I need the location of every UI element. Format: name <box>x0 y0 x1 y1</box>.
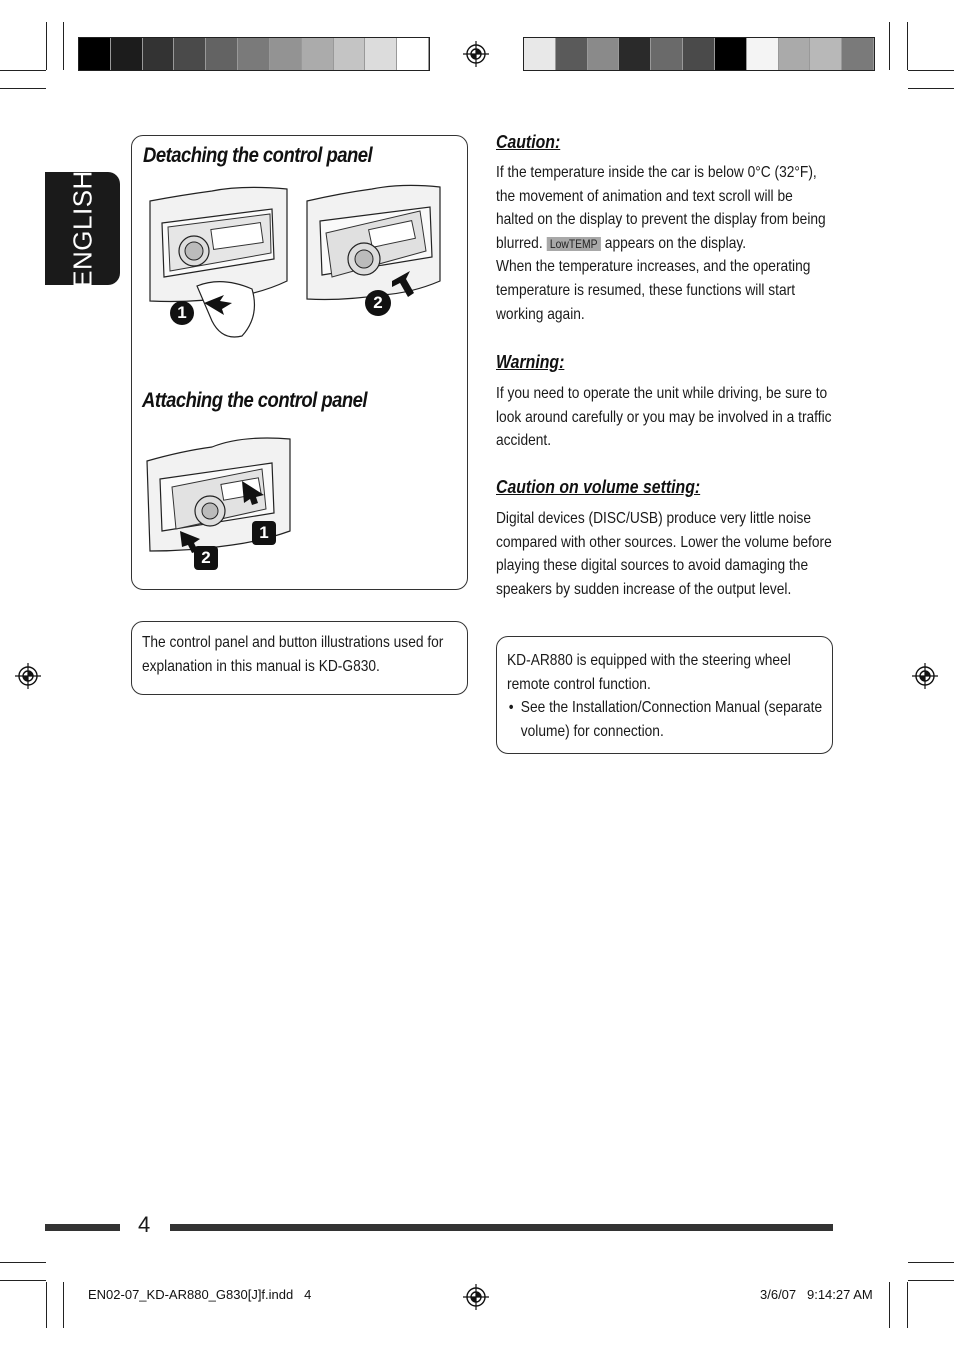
bullet-icon: • <box>508 699 514 717</box>
color-swatch <box>302 38 334 70</box>
crop-mark <box>907 22 908 70</box>
crop-mark <box>908 70 954 71</box>
file-slug: EN02-07_KD-AR880_G830[J]f.indd 4 <box>88 1287 312 1302</box>
color-swatch <box>779 38 811 70</box>
language-tab-label: ENGLISH <box>67 169 97 288</box>
color-swatch <box>111 38 143 70</box>
color-swatch <box>747 38 779 70</box>
caution-heading: Caution: <box>496 132 561 152</box>
color-calibration-bar-right <box>523 37 875 71</box>
crop-mark <box>889 22 890 70</box>
crop-mark <box>0 1280 46 1281</box>
color-swatch <box>238 38 270 70</box>
steering-remote-note-box <box>496 636 833 754</box>
caution-text <box>496 161 831 326</box>
crop-mark <box>908 1262 954 1263</box>
detach-step-1-badge: 1 <box>170 301 194 325</box>
crop-mark <box>908 88 954 89</box>
warning-heading: Warning: <box>496 352 565 372</box>
volume-caution-text: Digital devices (DISC/USB) produce very little noise compared with other sources. Lower the volume before playing these digital sources to avoid damaging the speakers by sudden increase of the output level. <box>496 510 832 598</box>
color-swatch <box>556 38 588 70</box>
crop-mark <box>46 1282 47 1328</box>
control-panel-instructions-box <box>131 135 468 590</box>
caution-text-2: When the temperature increases, and the operating temperature is resumed, these functions will start working again. <box>496 258 811 323</box>
registration-mark-icon <box>912 663 938 689</box>
date-slug: 3/6/07 9:14:27 AM <box>760 1287 873 1302</box>
color-swatch <box>842 38 874 70</box>
detach-title: Detaching the control panel <box>143 144 373 167</box>
attach-step-1-badge: 1 <box>252 521 276 545</box>
color-swatch <box>79 38 111 70</box>
illustration-note-box <box>131 621 468 695</box>
steering-remote-note-text: KD-AR880 is equipped with the steering wheel remote control function. <box>507 652 791 693</box>
color-swatch <box>651 38 683 70</box>
registration-mark-icon <box>463 41 489 67</box>
caution-text-after: appears on the display. <box>604 234 747 252</box>
attach-title: Attaching the control panel <box>142 389 367 412</box>
color-swatch <box>143 38 175 70</box>
warning-text: If you need to operate the unit while driving, be sure to look around carefully or you may be involved in a traffic accident. <box>496 385 832 450</box>
footer-rule-right <box>170 1224 833 1231</box>
crop-mark <box>907 1282 908 1328</box>
crop-mark <box>0 70 46 71</box>
color-swatch <box>397 38 429 70</box>
crop-mark <box>46 22 47 70</box>
crop-mark <box>908 1280 954 1281</box>
crop-mark <box>0 88 46 89</box>
illustration-note-text: The control panel and button illustrations used for explanation in this manual is KD-G830. <box>142 634 444 675</box>
language-tab <box>45 169 120 288</box>
detach-step-1-illustration <box>142 181 292 346</box>
crop-mark <box>63 22 64 70</box>
page-number: 4 <box>138 1212 151 1237</box>
color-swatch <box>810 38 842 70</box>
registration-mark-icon <box>463 1284 489 1310</box>
steering-remote-bullet-text: See the Installation/Connection Manual (separate volume) for connection. <box>520 699 823 740</box>
attach-step-2-badge: 2 <box>194 546 218 570</box>
color-swatch <box>619 38 651 70</box>
color-swatch <box>588 38 620 70</box>
lowtemp-display-badge: LowTEMP <box>546 237 600 251</box>
crop-mark <box>0 1262 46 1263</box>
crop-mark <box>63 1282 64 1328</box>
registration-mark-icon <box>15 663 41 689</box>
color-swatch <box>270 38 302 70</box>
color-calibration-bar-left <box>78 37 430 71</box>
volume-caution-heading: Caution on volume setting: <box>496 477 701 497</box>
color-swatch <box>365 38 397 70</box>
detach-step-2-badge: 2 <box>365 290 391 316</box>
color-swatch <box>715 38 747 70</box>
footer-rule-left <box>45 1224 120 1231</box>
color-swatch <box>206 38 238 70</box>
caution-text-before: If the temperature inside the car is below 0°C (32°F), the movement of animation and text scroll will be halted on the display to prevent the display from being blurred. <box>496 164 826 252</box>
color-swatch <box>524 38 556 70</box>
crop-mark <box>889 1282 890 1328</box>
steering-remote-bullet <box>507 696 830 743</box>
steering-remote-note <box>507 649 830 743</box>
color-swatch <box>334 38 366 70</box>
color-swatch <box>174 38 206 70</box>
color-swatch <box>683 38 715 70</box>
